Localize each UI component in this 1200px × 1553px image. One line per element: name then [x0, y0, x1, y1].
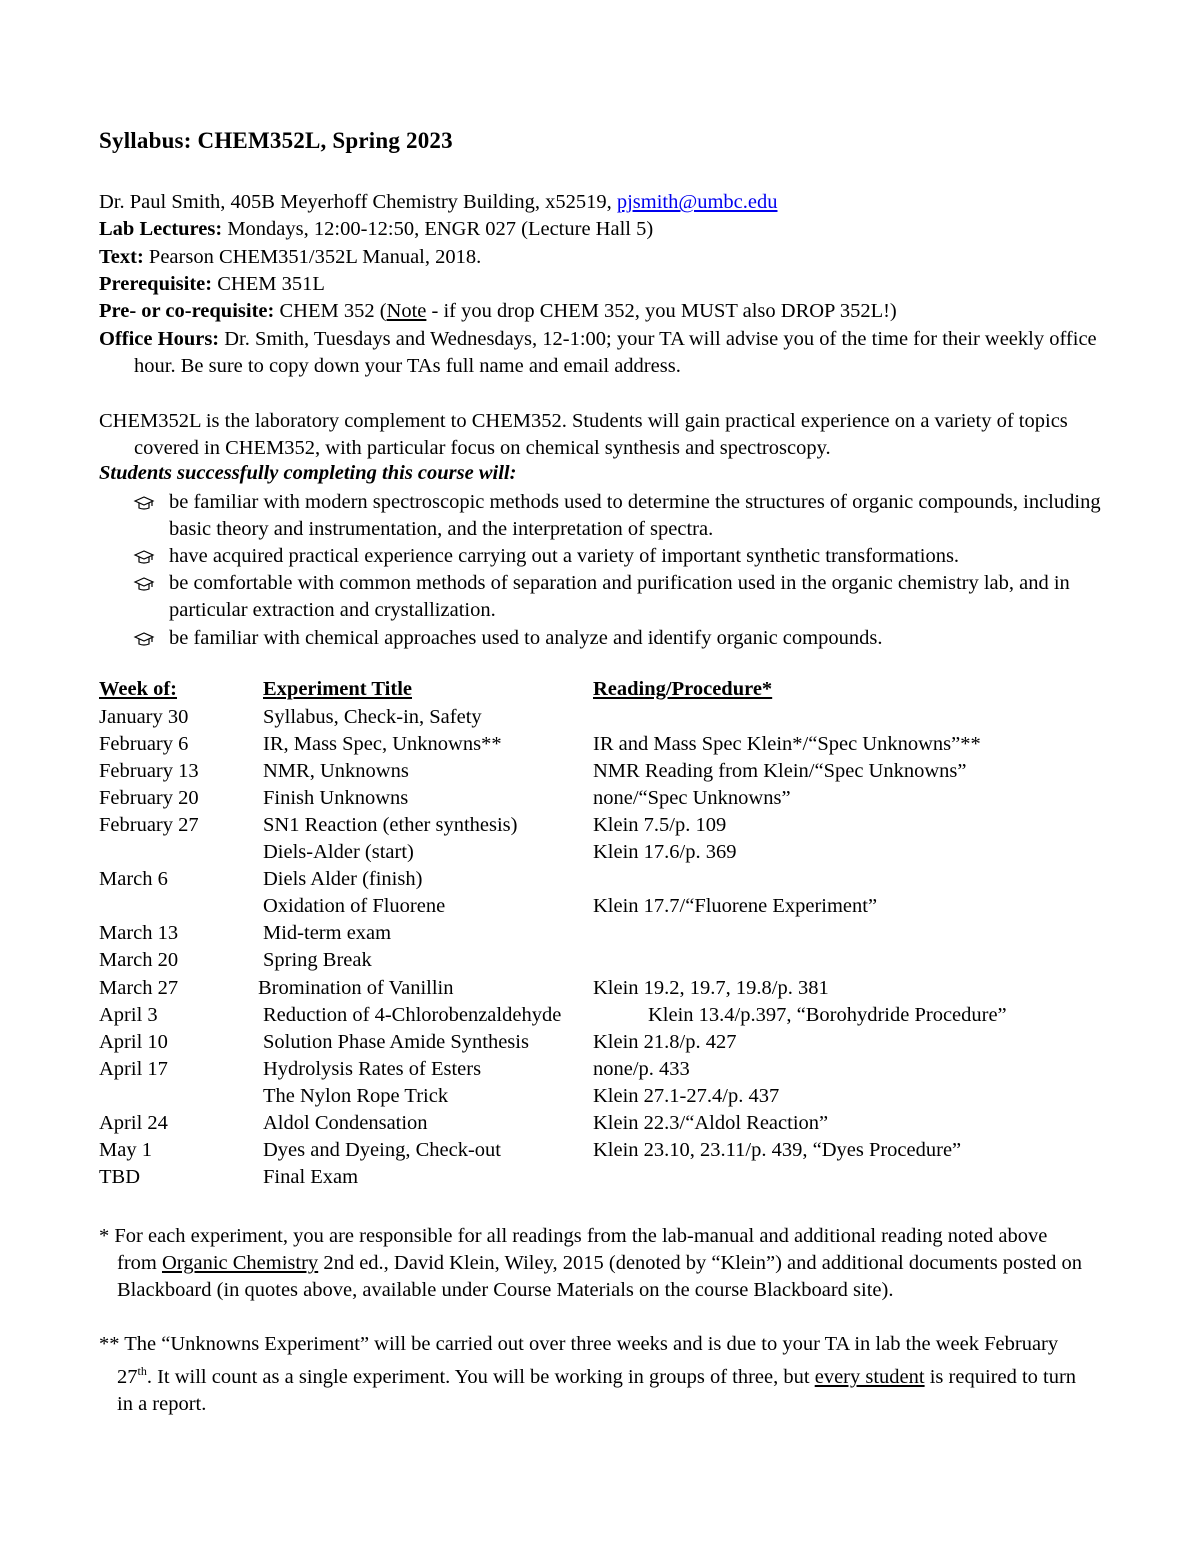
- schedule-experiment-cell: Hydrolysis Rates of Esters: [263, 1057, 482, 1080]
- text-value: Pearson CHEM351/352L Manual, 2018.: [143, 246, 482, 268]
- schedule-reading-cell: Klein 17.7/“Fluorene Experiment”: [593, 895, 878, 918]
- outcome-text: be familiar with modern spectroscopic methods used to determine the structures of organic compounds, including basic theory and instrumentation, and the interpretation of spectra.: [169, 491, 1101, 541]
- footnote-unknowns-text-mid: . It will count as a single experiment. You will be working in groups of three, but: [146, 1366, 815, 1389]
- schedule-experiment-cell: Diels-Alder (start): [263, 841, 414, 864]
- schedule-experiment-cell: Syllabus, Check-in, Safety: [263, 706, 482, 728]
- schedule-week-cell: April 10: [99, 1030, 168, 1053]
- schedule-reading-cell: none/p. 433: [593, 1057, 690, 1080]
- schedule-experiment-cell: Spring Break: [263, 949, 372, 972]
- schedule-experiment-cell: IR, Mass Spec, Unknowns**: [263, 733, 502, 756]
- every-student-emphasis: every student: [814, 1366, 925, 1389]
- schedule-experiment-cell: Aldol Condensation: [263, 1111, 428, 1134]
- schedule-experiment-cell: The Nylon Rope Trick: [263, 1084, 449, 1107]
- office-hours-block: [99, 326, 1099, 380]
- prerequisite-value: CHEM 351L: [212, 273, 325, 295]
- schedule-reading-cell: Klein 23.10, 23.11/p. 439, “Dyes Procedure”: [593, 1138, 962, 1161]
- instructor-info: Dr. Paul Smith, 405B Meyerhoff Chemistry Building, x52519,: [99, 191, 617, 213]
- schedule-experiment-cell: Diels Alder (finish): [263, 868, 423, 891]
- schedule-experiment-cell: Finish Unknowns: [263, 787, 409, 810]
- schedule-experiment-cell: Solution Phase Amide Synthesis: [263, 1030, 529, 1053]
- schedule-reading-cell: Klein 22.3/“Aldol Reaction”: [593, 1111, 829, 1134]
- footnote-unknowns-text: ** The “Unknowns Experiment” will be carried out over three weeks and is due to your TA in lab the week February 27: [99, 1333, 1059, 1389]
- schedule-header-reading: Reading/Procedure*: [593, 678, 773, 700]
- schedule-week-cell: March 20: [99, 949, 179, 972]
- page-title: Syllabus: CHEM352L, Spring 2023: [99, 128, 453, 153]
- corequisite-label: Pre- or co-requisite:: [99, 300, 275, 322]
- schedule-reading-cell: Klein 19.2, 19.7, 19.8/p. 381: [593, 976, 829, 999]
- outcome-text: be familiar with chemical approaches used to analyze and identify organic compounds.: [169, 627, 883, 649]
- footnote-reading-text: * For each experiment, you are responsible for all readings from the lab-manual and additional reading noted above from: [99, 1225, 1048, 1275]
- footnote-reading-text-end: 2nd ed., David Klein, Wiley, 2015 (denoted by “Klein”) and additional documents posted on Blackboard (in quotes above, available under Course Materials on the course Blackboard site).: [117, 1252, 1082, 1302]
- lab-lectures-value: Mondays, 12:00-12:50, ENGR 027 (Lecture Hall 5): [222, 218, 654, 240]
- schedule-week-cell: February 20: [99, 787, 199, 810]
- schedule-week-cell: April 17: [99, 1057, 168, 1080]
- schedule-reading-cell: Klein 21.8/p. 427: [593, 1030, 737, 1053]
- footnote-reading: [99, 1223, 1089, 1305]
- schedule-reading-cell: Klein 7.5/p. 109: [593, 814, 727, 837]
- lab-lectures-line: [99, 218, 653, 241]
- schedule-reading-cell: NMR Reading from Klein/“Spec Unknowns”: [593, 760, 967, 783]
- corequisite-note: Note: [386, 300, 427, 322]
- instructor-email-link[interactable]: pjsmith@umbc.edu: [616, 191, 778, 213]
- schedule-week-cell: March 27: [99, 976, 179, 999]
- schedule-week-cell: January 30: [99, 706, 189, 728]
- outcome-text: be comfortable with common methods of separation and purification used in the organic chemistry lab, and in particular extraction and crystallization.: [169, 572, 1070, 622]
- outcomes-heading: Students successfully completing this course will:: [99, 462, 517, 484]
- schedule-week-cell: April 24: [99, 1111, 168, 1134]
- text-label: Text:: [99, 246, 144, 268]
- schedule-experiment-cell: Dyes and Dyeing, Check-out: [263, 1138, 501, 1161]
- course-description-text: CHEM352L is the laboratory complement to CHEM352. Students will gain practical experience on a variety of topics covered in CHEM352, with particular focus on chemical synthesis and spectroscopy.: [99, 410, 1068, 460]
- corequisite-value: CHEM 352 (: [274, 300, 387, 322]
- text-line: [99, 246, 481, 269]
- footnote-unknowns: [99, 1331, 1089, 1418]
- graduation-cap-icon: [133, 495, 155, 511]
- schedule-week-cell: February 13: [99, 760, 199, 783]
- instructor-contact: [99, 191, 778, 214]
- schedule-experiment-cell: Oxidation of Fluorene: [263, 895, 446, 918]
- corequisite-line: [99, 300, 897, 323]
- schedule-reading-cell: Klein 17.6/p. 369: [593, 841, 737, 864]
- schedule-header-week: Week of:: [99, 678, 177, 700]
- lab-lectures-label: Lab Lectures:: [99, 218, 223, 240]
- graduation-cap-icon: [133, 549, 155, 565]
- schedule-experiment-cell: Bromination of Vanillin: [258, 976, 454, 999]
- schedule-experiment-cell: Reduction of 4-Chlorobenzaldehyde: [263, 1003, 562, 1026]
- graduation-cap-icon: [133, 631, 155, 647]
- schedule-week-cell: March 6: [99, 868, 168, 891]
- schedule-week-cell: February 6: [99, 733, 189, 756]
- schedule-week-cell: March 13: [99, 922, 179, 945]
- prerequisite-label: Prerequisite:: [99, 273, 213, 295]
- schedule-week-cell: April 3: [99, 1003, 158, 1026]
- corequisite-warning: - if you drop CHEM 352, you MUST also DROP 352L!): [426, 300, 897, 322]
- graduation-cap-icon: [133, 576, 155, 592]
- prerequisite-line: [99, 273, 325, 296]
- schedule-reading-cell: IR and Mass Spec Klein*/“Spec Unknowns”**: [593, 733, 981, 756]
- outcome-text: have acquired practical experience carrying out a variety of important synthetic transformations.: [169, 545, 960, 567]
- schedule-reading-cell: Klein 13.4/p.397, “Borohydride Procedure”: [648, 1003, 1007, 1026]
- schedule-reading-cell: none/“Spec Unknowns”: [593, 787, 791, 810]
- schedule-experiment-cell: NMR, Unknowns: [263, 760, 409, 783]
- schedule-experiment-cell: SN1 Reaction (ether synthesis): [263, 814, 518, 837]
- office-hours-label: Office Hours:: [99, 328, 220, 350]
- schedule-week-cell: TBD: [99, 1165, 140, 1188]
- schedule-week-cell: February 27: [99, 814, 199, 837]
- footnote-unknowns-text-end: is required to turn in a report.: [117, 1366, 1077, 1416]
- course-description: [99, 408, 1099, 462]
- schedule-experiment-cell: Final Exam: [263, 1165, 359, 1188]
- schedule-experiment-cell: Mid-term exam: [263, 922, 392, 945]
- office-hours-value: Dr. Smith, Tuesdays and Wednesdays, 12-1:00; your TA will advise you of the time for their weekly office hour. Be sure to copy down your TAs full name and email address.: [134, 328, 1097, 378]
- schedule-reading-cell: Klein 27.1-27.4/p. 437: [593, 1084, 780, 1107]
- superscript-th: th: [137, 1364, 147, 1379]
- schedule-header-experiment: Experiment Title: [263, 678, 412, 700]
- textbook-title: Organic Chemistry: [161, 1252, 319, 1275]
- schedule-week-cell: May 1: [99, 1138, 152, 1161]
